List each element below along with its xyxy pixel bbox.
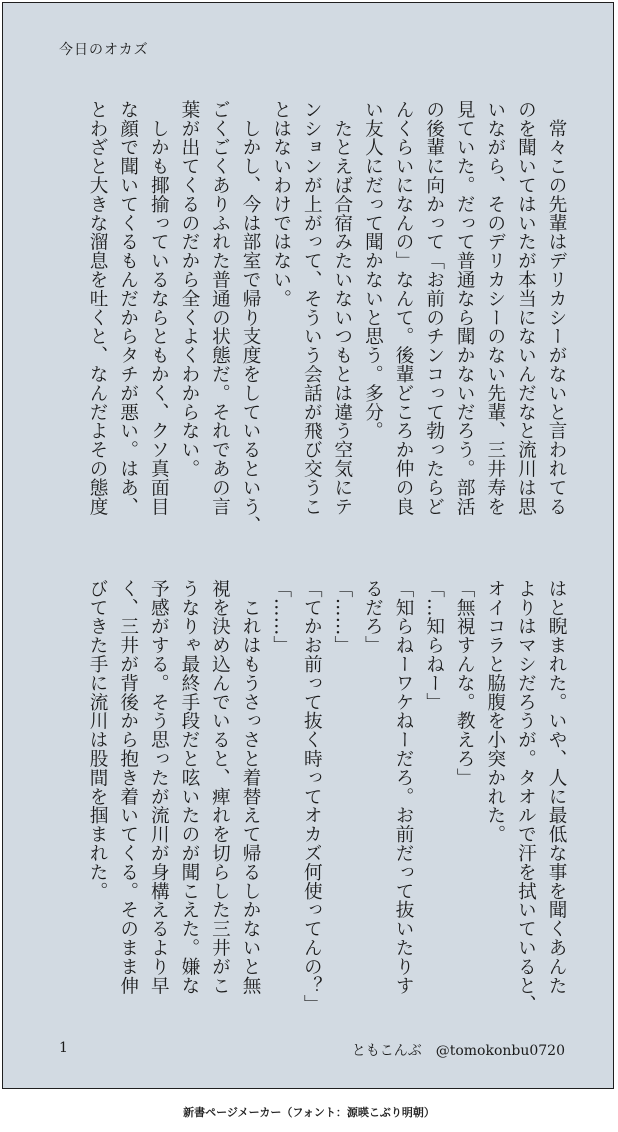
text-column: 「……」 bbox=[270, 579, 292, 655]
text-column: んくらいになんの」なんて。後輩どころか仲の良 bbox=[393, 100, 415, 516]
text-column: びてきた手に流川は股間を掴まれた。 bbox=[87, 579, 109, 901]
text-column: たとえば合宿みたいないつもとは違う空気にテ bbox=[331, 100, 353, 516]
text-column: 視を決め込んでいると、痺れを切らした三井がこ bbox=[209, 579, 231, 995]
text-column: とはないわけではない。 bbox=[270, 100, 292, 308]
text-column: い友人にだって聞かないと思う。多分。 bbox=[362, 100, 384, 441]
text-column: オイコラと脇腹を小突かれた。 bbox=[484, 579, 506, 844]
text-column: な顔で聞いてくるもんだからタチが悪い。はあ、 bbox=[117, 100, 139, 516]
text-column: 「無視すんな。教えろ」 bbox=[454, 579, 476, 787]
text-column: 「…知らねー」 bbox=[423, 579, 445, 712]
author-credit bbox=[352, 1040, 565, 1060]
text-column: これはもうさっさと着替えて帰るしかないと無 bbox=[240, 579, 262, 995]
text-column: ごくごくありふれた普通の状態だ。それであの言 bbox=[209, 100, 231, 516]
text-column: ンションが上がって、そういう会話が飛び交うこ bbox=[301, 100, 323, 516]
page-title: 今日のオカズ bbox=[59, 42, 149, 58]
text-column: く、三井が背後から抱き着いてくる。そのまま伸 bbox=[117, 579, 139, 995]
text-column: 予感がする。そう思ったが流川が身構えるより早 bbox=[148, 579, 170, 995]
text-column: るだろ」 bbox=[362, 579, 384, 655]
text-column: 「てかお前って抜く時ってオカズ何使ってんの？」 bbox=[301, 579, 323, 1014]
text-column: 葉が出てくるのだから全くよくわからない。 bbox=[178, 100, 200, 478]
text-column: の後輩に向かって「お前のチンコって勃ったらど bbox=[423, 100, 445, 516]
text-column: のを聞いてはいたが本当にないんだなと流川は思 bbox=[515, 100, 537, 516]
text-column: はと睨まれた。いや、人に最低な事を聞くあんた bbox=[546, 579, 567, 995]
page-number: 1 bbox=[59, 1040, 68, 1056]
text-column: 「……」 bbox=[331, 579, 353, 655]
text-block-top bbox=[82, 100, 572, 535]
text-block-bottom bbox=[82, 579, 572, 1014]
text-column: しかし、今は部室で帰り支度をしているという、 bbox=[240, 100, 262, 535]
text-column: いながら、そのデリカシーのない先輩、三井寿を bbox=[484, 100, 506, 516]
text-column: 「知らねーワケねーだろ。お前だって抜いたりす bbox=[393, 579, 415, 995]
text-column: よりはマシだろうが。タオルで汗を拭いていると、 bbox=[515, 579, 537, 1014]
text-column: 見ていた。だって普通なら聞かないだろう。部活 bbox=[454, 100, 476, 516]
text-column: とわざと大きな溜息を吐くと、なんだよその態度 bbox=[87, 100, 109, 516]
text-column: 常々この先輩はデリカシーがないと言われてる bbox=[546, 100, 567, 516]
novel-page bbox=[2, 2, 614, 1089]
text-column: しかも揶揄っているならともかく、クソ真面目 bbox=[148, 100, 170, 516]
generator-credit: 新書ページメーカー（フォント：源暎こぶり明朝） bbox=[183, 1106, 435, 1119]
author-name: ともこんぶ bbox=[351, 1043, 422, 1059]
author-handle: @tomokonbu0720 bbox=[435, 1043, 565, 1059]
text-column: うなりゃ最終手段だと呟いたのが聞こえた。嫌な bbox=[178, 579, 200, 995]
